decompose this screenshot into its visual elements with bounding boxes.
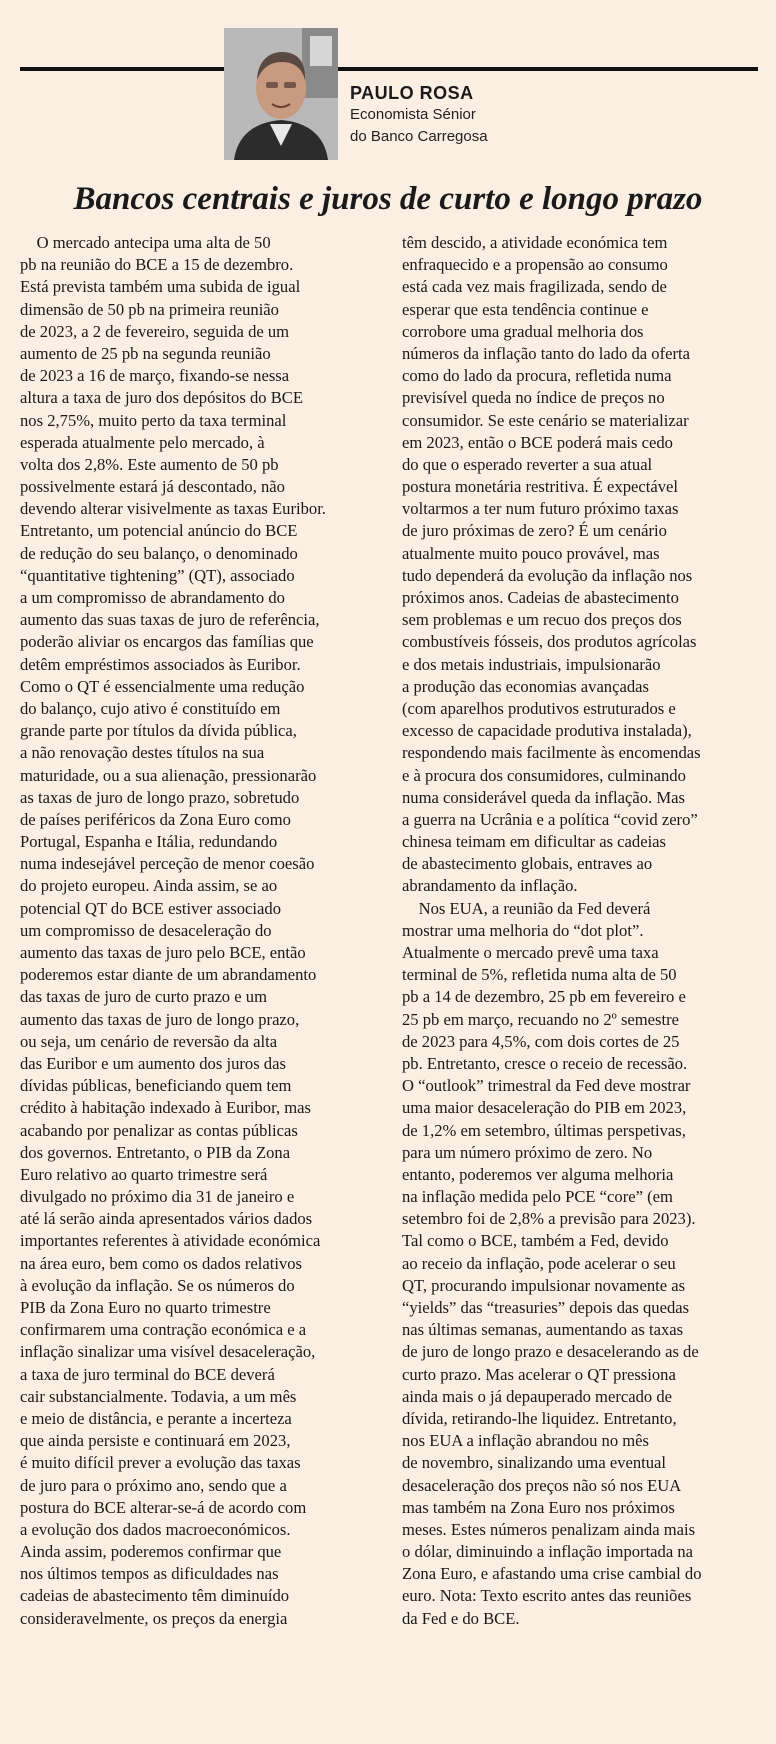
text-line: inflação sinalizar uma visível desaceleração, [20,1342,316,1362]
author-role-line1: Economista Sénior [350,106,476,123]
text-line: nas últimas semanas, aumentando as taxas [402,1320,684,1340]
text-line: têm descido, a atividade económica tem [402,233,668,252]
text-line: da Fed e do BCE. [402,1608,520,1628]
text-line: grande parte por títulos da dívida pública, [20,721,297,741]
text-line: consideravelmente, os preços da energia [20,1608,288,1628]
text-line: é muito difícil prever a evolução das taxas [20,1453,301,1473]
text-line: Atualmente o mercado prevê uma taxa [402,943,659,962]
text-line: devendo alterar visivelmente as taxas Euribor. [20,499,326,519]
text-line: confirmarem uma contração económica e a [20,1320,307,1340]
text-line: a produção das economias avançadas [402,676,649,696]
text-line: respondendo mais facilmente às encomendas [402,743,701,763]
text-line: O mercado antecipa uma alta de 50 [20,233,271,252]
text-line: mostrar uma melhoria do “dot plot”. [402,920,644,940]
text-line: consumidor. Se este cenário se materializar [402,410,689,430]
text-line: sem problemas e um recuo dos preços dos [402,610,682,630]
text-line: a taxa de juro terminal do BCE deverá [20,1364,275,1384]
article-headline: Bancos centrais e juros de curto e longo prazo [73,181,703,217]
text-line: O “outlook” trimestral da Fed deve mostrar [402,1076,691,1096]
text-line: nos 2,75%, muito perto da taxa terminal [20,410,287,430]
text-line: poderão aliviar os encargos das famílias que [20,632,314,652]
text-line: esperar que esta tendência continue e [402,299,649,319]
text-line: potencial QT do BCE estiver associado [20,898,281,918]
text-line: à evolução da inflação. Se os números do [20,1275,295,1295]
text-line: corrobore uma gradual melhoria dos [402,321,644,341]
text-line: do projeto europeu. Ainda assim, se ao [20,876,278,896]
text-line: de 2023, a 2 de fevereiro, seguida de um [20,321,290,341]
header-rule-right [338,67,758,71]
text-line: cair substancialmente. Todavia, a um mês [20,1386,297,1406]
author-photo [224,28,338,160]
header-rule-left [20,67,224,71]
text-line: poderemos estar diante de um abrandamento [20,965,317,985]
author-role-line2: do Banco Carregosa [350,128,488,145]
text-line: em 2023, então o BCE poderá mais cedo [402,432,673,452]
text-line: volta dos 2,8%. Este aumento de 50 pb [20,454,279,474]
text-line: aumento das taxas de juro de longo prazo, [20,1009,300,1029]
text-line: está cada vez mais fragilizada, sendo de [402,277,667,297]
text-line: tudo dependerá da evolução da inflação nos [402,565,693,585]
text-line: do que o esperado reverter a sua atual [402,454,653,474]
text-line: cadeias de abastecimento têm diminuído [20,1586,290,1606]
text-line: dívidas públicas, beneficiando quem tem [20,1076,292,1096]
author-byline [350,82,488,148]
text-line: e dos metais industriais, impulsionarão [402,654,661,674]
text-line: de 1,2% em setembro, últimas perspetivas, [402,1120,686,1140]
text-line: uma maior desaceleração do PIB em 2023, [402,1098,687,1118]
text-line: numa considerável queda da inflação. Mas [402,787,685,807]
text-line: altura a taxa de juro dos depósitos do BCE [20,388,303,408]
text-line: aumento das taxas de juro pelo BCE, então [20,943,306,962]
text-line: postura do BCE alterar-se-á de acordo com [20,1497,307,1517]
text-line: de juro próximas de zero? É um cenário [402,521,667,541]
text-line: desaceleração dos preços não só nos EUA [402,1475,682,1495]
text-line: e meio de distância, e perante a incerteza [20,1408,292,1428]
text-line: crédito à habitação indexado à Euribor, mas [20,1098,311,1118]
text-line: maturidade, ou a sua alienação, pressionarão [20,765,317,785]
text-line: dimensão de 50 pb na primeira reunião [20,299,279,319]
text-line: o dólar, diminuindo a inflação importada na [402,1542,694,1562]
text-line: de abastecimento globais, entraves ao [402,854,653,874]
text-line: aumento das suas taxas de juro de referência, [20,610,320,630]
text-line: ou seja, um cenário de reversão da alta [20,1031,278,1051]
text-line: e à procura dos consumidores, culminando [402,765,686,785]
text-line: Tal como o BCE, também a Fed, devido [402,1231,669,1251]
text-line: QT, procurando impulsionar novamente as [402,1275,686,1295]
text-line: chinesa teimam em dificultar as cadeias [402,832,667,852]
text-line: como do lado da procura, refletida numa [402,366,672,386]
text-line: 25 pb em março, recuando no 2º semestre [402,1009,680,1029]
text-line: de juro para o próximo ano, sendo que a [20,1475,287,1495]
text-line: para um número próximo de zero. No [402,1142,653,1162]
text-line: de redução do seu balanço, o denominado [20,543,298,563]
text-line: as taxas de juro de longo prazo, sobretudo [20,787,300,807]
text-line: a um compromisso de abrandamento do [20,588,285,607]
text-line: PIB da Zona Euro no quarto trimestre [20,1298,271,1317]
text-line: importantes referentes à atividade económica [20,1231,321,1251]
text-line: de juro de longo prazo e desacelerando as de [402,1342,699,1362]
text-line: pb na reunião do BCE a 15 de dezembro. [20,255,294,275]
text-line: um compromisso de desaceleração do [20,920,272,940]
text-line: euro. Nota: Texto escrito antes das reuniões [402,1586,692,1606]
text-line: divulgado no próximo dia 31 de janeiro e [20,1187,295,1207]
text-line: na área euro, bem como os dados relativos [20,1253,302,1273]
text-line: até lá serão ainda apresentados vários dados [20,1209,313,1229]
text-line: “yields” das “treasuries” depois das quedas [402,1298,690,1317]
text-line: números da inflação tanto do lado da oferta [402,343,690,363]
author-name: PAULO ROSA [350,83,474,103]
text-line: das Euribor e um aumento dos juros das [20,1053,286,1073]
text-line: possivelmente estará já descontado, não [20,477,285,497]
text-line: de novembro, sinalizando uma eventual [402,1453,667,1473]
text-line: nos últimos tempos as dificuldades nas [20,1564,279,1584]
text-line: Está prevista também uma subida de igual [20,277,301,297]
text-line: numa indesejável perceção de menor coesão [20,854,315,874]
text-line: das taxas de juro de curto prazo e um [20,987,267,1007]
text-line: enfraquecido e a propensão ao consumo [402,255,668,275]
text-line: (com aparelhos produtivos estruturados e [402,698,676,718]
text-line: Como o QT é essencialmente uma redução [20,676,305,696]
text-line: a não renovação destes títulos na sua [20,743,265,763]
text-line: Portugal, Espanha e Itália, redundando [20,832,278,852]
text-line: Entretanto, um potencial anúncio do BCE [20,521,298,541]
text-line: ao receio da inflação, pode acelerar o seu [402,1253,676,1273]
text-line: combustíveis fósseis, dos produtos agrícolas [402,632,697,652]
text-line: pb. Entretanto, cresce o receio de recessão. [402,1053,688,1073]
text-line: a evolução dos dados macroeconómicos. [20,1519,291,1539]
text-line: de 2023 para 4,5%, com dois cortes de 25 [402,1031,680,1051]
text-line: acabando por penalizar as contas públicas [20,1120,298,1140]
text-line: detêm empréstimos associados às Euribor. [20,654,301,674]
text-line: pb a 14 de dezembro, 25 pb em fevereiro e [402,987,686,1007]
text-line: terminal de 5%, refletida numa alta de 50 [402,965,677,985]
article-column-left [20,232,365,1630]
text-line: próximos anos. Cadeias de abastecimento [402,588,679,607]
text-line: de países periféricos da Zona Euro como [20,809,291,829]
text-line: setembro foi de 2,8% a previsão para 2023). [402,1209,696,1229]
text-line: Ainda assim, poderemos confirmar que [20,1542,282,1562]
text-line: dívida, retirando-lhe liquidez. Entretanto, [402,1408,677,1428]
text-line: entanto, poderemos ver alguma melhoria [402,1164,674,1184]
text-line: do balanço, cujo ativo é constituído em [20,698,281,718]
text-line: esperada atualmente pelo mercado, à [20,432,265,452]
text-line: postura monetária restritiva. É expectável [402,477,678,497]
text-line: dos governos. Entretanto, o PIB da Zona [20,1142,291,1162]
text-line: curto prazo. Mas acelerar o QT pressiona [402,1364,676,1384]
article-column-right [402,232,762,1630]
text-line: a guerra na Ucrânia e a política “covid zero” [402,809,698,829]
text-line: atualmente muito pouco provável, mas [402,543,660,563]
text-line: que ainda persiste e continuará em 2023, [20,1431,291,1451]
text-line: excesso de capacidade produtiva instalada), [402,721,692,741]
text-line: voltarmos a ter num futuro próximo taxas [402,499,679,519]
text-line: aumento de 25 pb na segunda reunião [20,343,271,363]
text-line: nos EUA a inflação abrandou no mês [402,1431,649,1451]
text-line: abrandamento da inflação. [402,876,578,896]
text-line: mas também na Zona Euro nos próximos [402,1497,675,1517]
text-line: meses. Estes números penalizam ainda mais [402,1519,696,1539]
text-line: Zona Euro, e afastando uma crise cambial do [402,1564,702,1584]
text-line: “quantitative tightening” (QT), associado [20,565,295,585]
text-line: de 2023 a 16 de março, fixando-se nessa [20,366,290,386]
text-line: ainda mais o já depauperado mercado de [402,1386,672,1406]
text-line: na inflação medida pelo PCE “core” (em [402,1187,673,1207]
text-line: Euro relativo ao quarto trimestre será [20,1164,268,1184]
text-line: previsível queda no índice de preços no [402,388,665,408]
text-line: Nos EUA, a reunião da Fed deverá [402,898,651,918]
